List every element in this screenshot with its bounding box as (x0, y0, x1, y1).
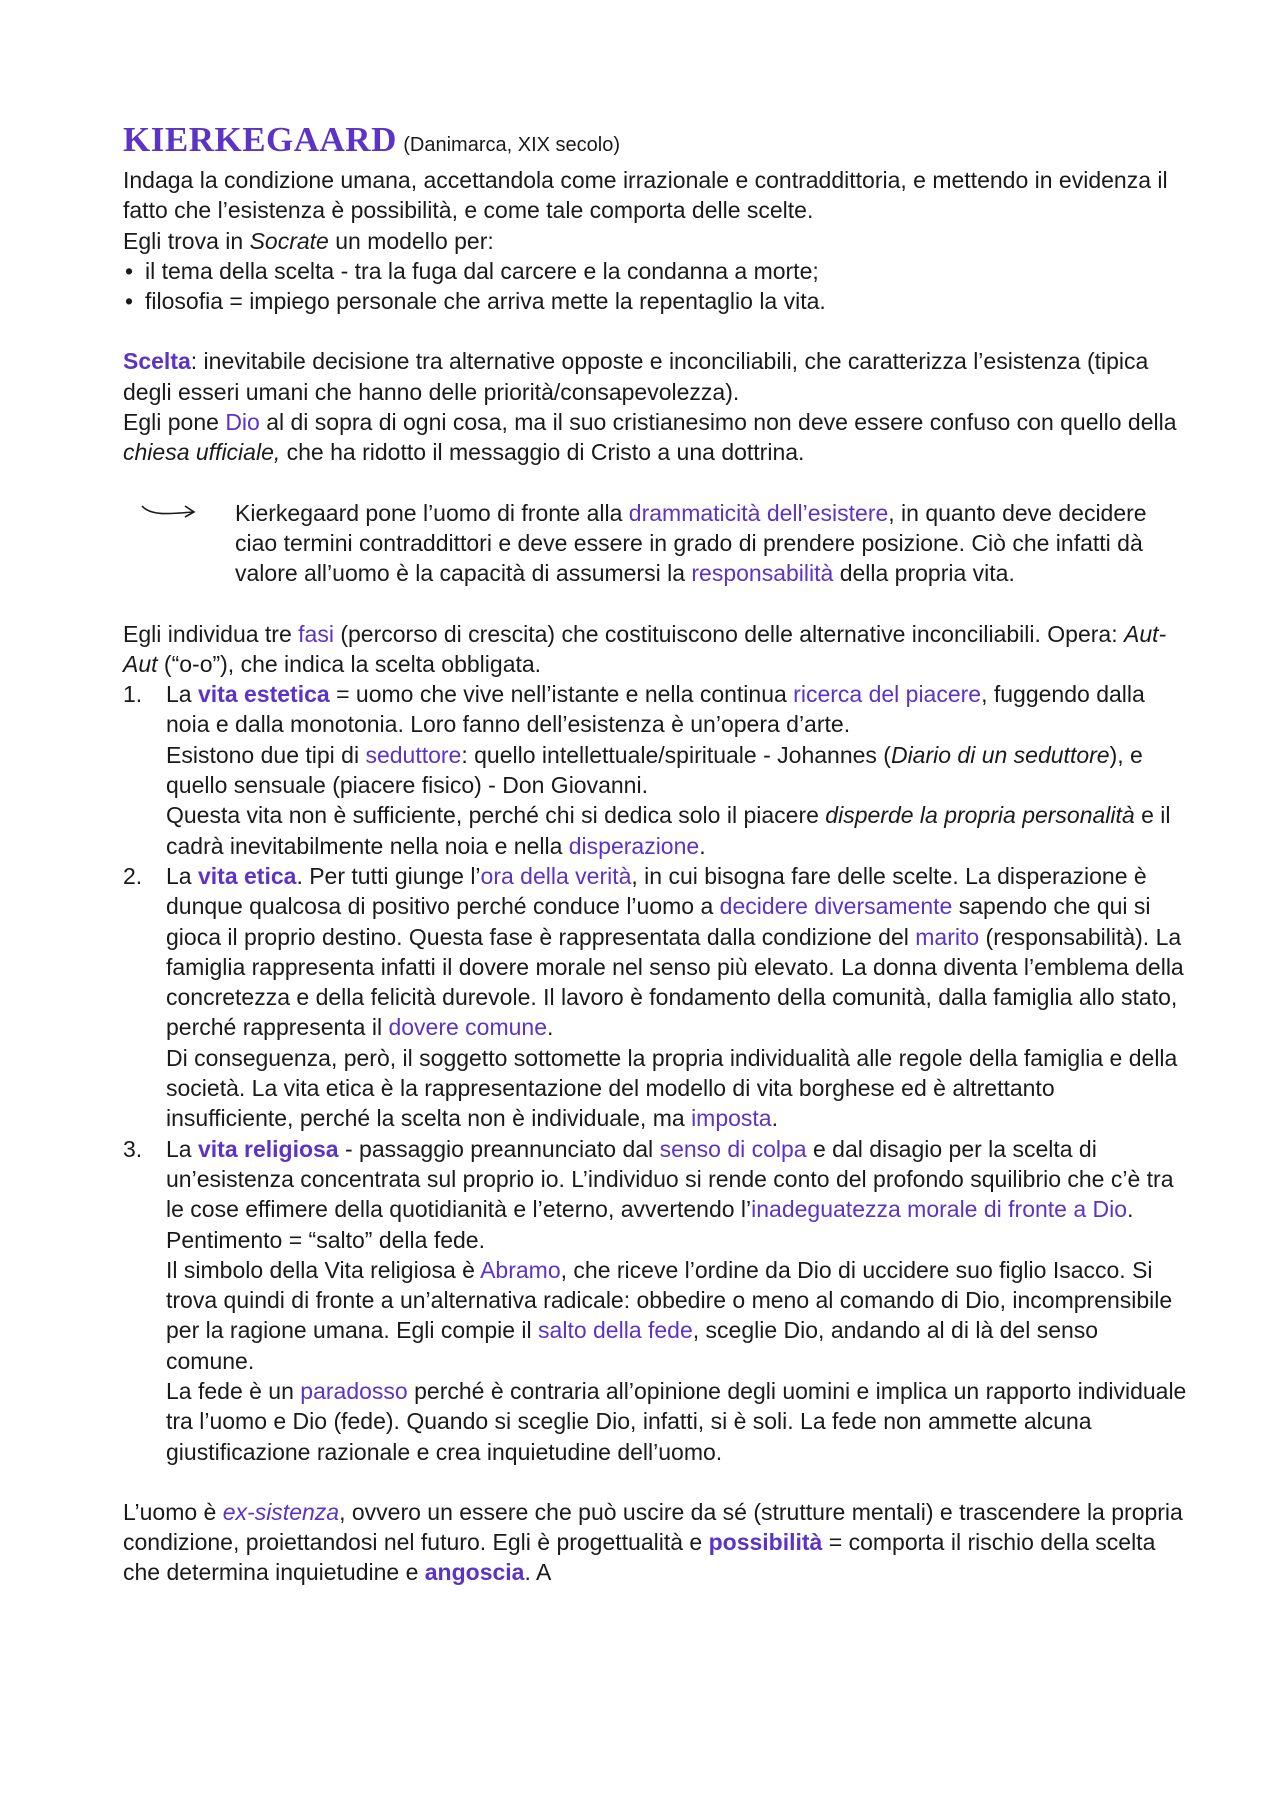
scelta-definition: Scelta: inevitabile decisione tra alternative opposte e inconciliabili, che caratterizza l’esistenza (tipica degli esseri umani che hanno delle priorità/consapevolezza). (123, 348, 1149, 405)
intro-paragraph: Indaga la condizione umana, accettandola come irrazionale e contraddittoria, e mettendo in evidenza il fatto che l’esistenza è possibilità, e come tale comporta delle scelte. (123, 167, 1168, 224)
page-title: KIERKEGAARD (123, 120, 397, 159)
socrate-paragraph: Egli trova in Socrate un modello per: (123, 227, 494, 254)
list-item: • filosofia = impiego personale che arriva mette la repentaglio la vita. (123, 286, 1188, 316)
arrow-right-icon (139, 500, 199, 524)
socrate-list (123, 256, 1188, 317)
phase-number: 3. (123, 1135, 143, 1162)
dio-paragraph: Egli pone Dio al di sopra di ogni cosa, ma il suo cristianesimo non deve essere confuso con quello della chiesa ufficiale, che ha ridotto il messaggio di Cristo a una dottrina. (123, 409, 1177, 466)
phase-number: 1. (123, 681, 143, 708)
phases-list (123, 679, 1188, 1467)
fasi-paragraph: Egli individua tre fasi (percorso di crescita) che costituiscono delle alternative inconciliabili. Opera: Aut-Aut (“o-o”), che indica la scelta obbligata. (123, 620, 1167, 677)
heading (123, 120, 1188, 165)
phase-item: 3. La vita religiosa - passaggio preannunciato dal senso di colpa e dal disagio per la scelta di un’esistenza concentrata sul proprio io. L’individuo si rende conto del profondo squilibrio che c’è tra le cose effimere della quotidianità e l’eterno, avvertendo l’inadeguatezza morale di fronte a Dio. Pentimento = “salto” della fede. Il simbolo della Vita religiosa è Abramo, che riceve l’ordine da Dio di uccidere suo figlio Isacco. Si trova quindi di fronte a un’alternativa radicale: obbedire o meno al comando di Dio, incomprensibile per la ragione umana. Egli compie il salto della fede, sceglie Dio, andando al di là del senso comune. La fede è un paradosso perché è contraria all’opinione degli uomini e implica un rapporto individuale tra l’uomo e Dio (fede). Quando si sceglie Dio, infatti, si è soli. La fede non ammette alcuna giustificazione razionale e crea inquietudine dell’uomo. (123, 1135, 1187, 1465)
document-content (123, 120, 1188, 1588)
list-item: • il tema della scelta - tra la fuga dal carcere e la condanna a morte; (123, 256, 1188, 286)
phase-item: 2. La vita etica. Per tutti giunge l’ora della verità, in cui bisogna fare delle scelte. La disperazione è dunque qualcosa di positivo perché conduce l’uomo a decidere diversamente sapendo che qui si gioca il proprio destino. Questa fase è rappresentata dalla condizione del marito (responsabilità). La famiglia rappresenta infatti il dovere morale nel senso più elevato. La donna diventa l’emblema della concretezza e della felicità durevole. Il lavoro è fondamento della comunità, dalla famiglia allo stato, perché rappresenta il dovere comune. Di conseguenza, però, il soggetto sottomette la propria individualità alle regole della famiglia e della società. La vita etica è la rappresentazione del modello di vita borghese ed è altrettanto insufficiente, perché la scelta non è individuale, ma imposta. (123, 862, 1184, 1132)
arrow-note-text: Kierkegaard pone l’uomo di fronte alla drammaticità dell’esistere, in quanto deve decidere ciao termini contraddittori e deve essere in grado di prendere posizione. Ciò che infatti dà valore all’uomo è la capacità di assumersi la responsabilità della propria vita. (235, 499, 1147, 587)
closing-paragraph: L’uomo è ex-sistenza, ovvero un essere che può uscire da sé (strutture mentali) e trascendere la propria condizione, proiettandosi nel futuro. Egli è progettualità e possibilità = comporta il rischio della scelta che determina inquietudine e angoscia. A (123, 1498, 1183, 1586)
arrow-note (123, 498, 1188, 589)
phase-number: 2. (123, 862, 143, 889)
page-subtitle: (Danimarca, XIX secolo) (403, 134, 621, 156)
phase-item: 1. La vita estetica = uomo che vive nell’istante e nella continua ricerca del piacere, fuggendo dalla noia e dalla monotonia. Loro fanno dell’esistenza è un’opera d’arte. Esistono due tipi di seduttore: quello intellettuale/spirituale - Johannes (Diario di un seduttore), e quello sensuale (piacere fisico) - Don Giovanni. Questa vita non è sufficiente, perché chi si dedica solo il piacere disperde la propria personalità e il cadrà inevitabilmente nella noia e nella disperazione. (123, 681, 1171, 859)
